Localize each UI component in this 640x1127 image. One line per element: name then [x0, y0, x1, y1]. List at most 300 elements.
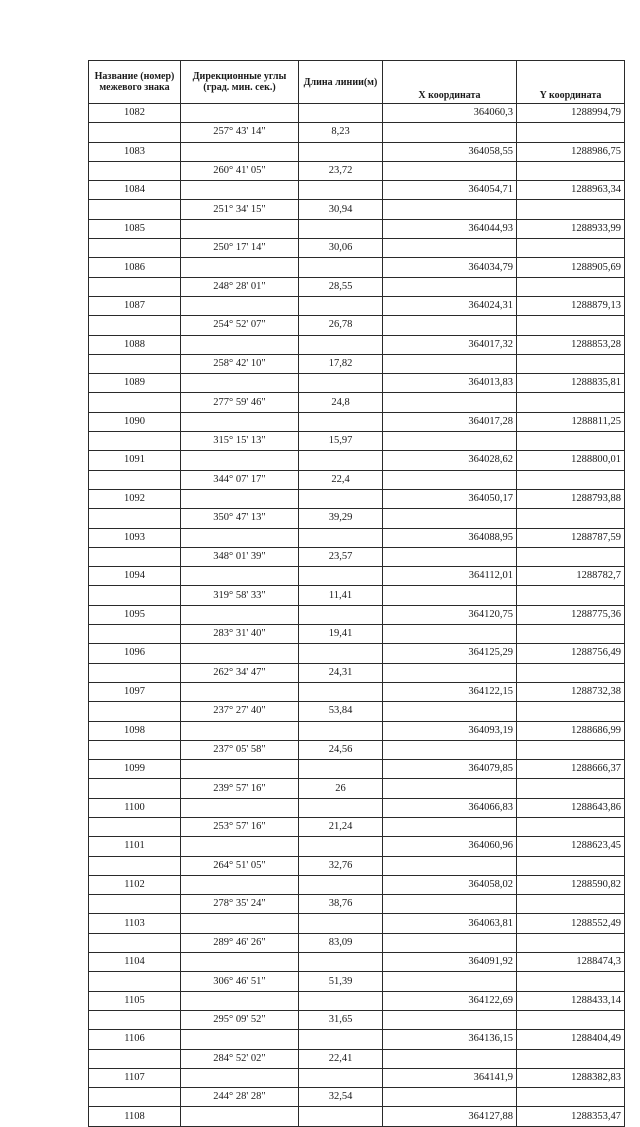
empty-y-cell — [517, 316, 625, 335]
point-row — [89, 991, 625, 1010]
segment-row — [89, 432, 625, 451]
segment-row — [89, 161, 625, 180]
empty-x-cell — [383, 277, 517, 296]
empty-name-cell — [89, 1049, 181, 1068]
segment-row — [89, 702, 625, 721]
empty-angle-cell — [181, 1068, 299, 1087]
segment-row — [89, 856, 625, 875]
empty-name-cell — [89, 895, 181, 914]
y-coordinate-cell: 1288382,83 — [517, 1068, 625, 1087]
line-length-cell: 22,4 — [299, 470, 383, 489]
header-direction-angle: Дирекционные углы (град. мин. сек.) — [181, 61, 299, 104]
empty-x-cell — [383, 316, 517, 335]
empty-length-cell — [299, 1107, 383, 1126]
empty-length-cell — [299, 451, 383, 470]
empty-length-cell — [299, 644, 383, 663]
boundary-coordinates-table — [88, 60, 625, 1127]
empty-length-cell — [299, 760, 383, 779]
point-name-cell: 1105 — [89, 991, 181, 1010]
empty-angle-cell — [181, 875, 299, 894]
line-length-cell: 8,23 — [299, 123, 383, 142]
y-coordinate-cell: 1288933,99 — [517, 219, 625, 238]
segment-row — [89, 895, 625, 914]
x-coordinate-cell: 364122,15 — [383, 682, 517, 701]
empty-name-cell — [89, 972, 181, 991]
segment-row — [89, 547, 625, 566]
direction-angle-cell: 348° 01' 39" — [181, 547, 299, 566]
line-length-cell: 32,54 — [299, 1088, 383, 1107]
empty-name-cell — [89, 933, 181, 952]
y-coordinate-cell: 1288986,75 — [517, 142, 625, 161]
point-name-cell: 1090 — [89, 412, 181, 431]
table-body — [89, 104, 625, 1127]
y-coordinate-cell: 1288787,59 — [517, 528, 625, 547]
line-length-cell: 53,84 — [299, 702, 383, 721]
empty-x-cell — [383, 1049, 517, 1068]
direction-angle-cell: 251° 34' 15" — [181, 200, 299, 219]
line-length-cell: 26,78 — [299, 316, 383, 335]
point-name-cell: 1094 — [89, 567, 181, 586]
y-coordinate-cell: 1288643,86 — [517, 798, 625, 817]
y-coordinate-cell: 1288404,49 — [517, 1030, 625, 1049]
empty-length-cell — [299, 567, 383, 586]
y-coordinate-cell: 1288433,14 — [517, 991, 625, 1010]
empty-length-cell — [299, 374, 383, 393]
empty-x-cell — [383, 239, 517, 258]
point-row — [89, 1030, 625, 1049]
y-coordinate-cell: 1288686,99 — [517, 721, 625, 740]
x-coordinate-cell: 364141,9 — [383, 1068, 517, 1087]
direction-angle-cell: 283° 31' 40" — [181, 625, 299, 644]
empty-angle-cell — [181, 991, 299, 1010]
empty-y-cell — [517, 1010, 625, 1029]
empty-angle-cell — [181, 1107, 299, 1126]
point-row — [89, 142, 625, 161]
segment-row — [89, 277, 625, 296]
empty-y-cell — [517, 933, 625, 952]
line-length-cell: 28,55 — [299, 277, 383, 296]
empty-name-cell — [89, 239, 181, 258]
direction-angle-cell: 262° 34' 47" — [181, 663, 299, 682]
direction-angle-cell: 258° 42' 10" — [181, 354, 299, 373]
x-coordinate-cell: 364017,32 — [383, 335, 517, 354]
empty-y-cell — [517, 663, 625, 682]
y-coordinate-cell: 1288800,01 — [517, 451, 625, 470]
empty-name-cell — [89, 200, 181, 219]
empty-y-cell — [517, 547, 625, 566]
empty-y-cell — [517, 740, 625, 759]
point-row — [89, 1068, 625, 1087]
y-coordinate-cell: 1288879,13 — [517, 296, 625, 315]
point-name-cell: 1082 — [89, 104, 181, 123]
segment-row — [89, 354, 625, 373]
empty-x-cell — [383, 702, 517, 721]
point-row — [89, 258, 625, 277]
empty-name-cell — [89, 509, 181, 528]
empty-length-cell — [299, 875, 383, 894]
empty-x-cell — [383, 933, 517, 952]
empty-x-cell — [383, 200, 517, 219]
empty-x-cell — [383, 586, 517, 605]
direction-angle-cell: 277° 59' 46" — [181, 393, 299, 412]
x-coordinate-cell: 364050,17 — [383, 489, 517, 508]
direction-angle-cell: 239° 57' 16" — [181, 779, 299, 798]
direction-angle-cell: 260° 41' 05" — [181, 161, 299, 180]
empty-y-cell — [517, 470, 625, 489]
empty-y-cell — [517, 123, 625, 142]
empty-length-cell — [299, 605, 383, 624]
line-length-cell: 22,41 — [299, 1049, 383, 1068]
empty-y-cell — [517, 625, 625, 644]
empty-name-cell — [89, 432, 181, 451]
y-coordinate-cell: 1288811,25 — [517, 412, 625, 431]
segment-row — [89, 239, 625, 258]
direction-angle-cell: 248° 28' 01" — [181, 277, 299, 296]
point-name-cell: 1085 — [89, 219, 181, 238]
point-row — [89, 374, 625, 393]
x-coordinate-cell: 364028,62 — [383, 451, 517, 470]
line-length-cell: 32,76 — [299, 856, 383, 875]
empty-length-cell — [299, 953, 383, 972]
line-length-cell: 30,94 — [299, 200, 383, 219]
line-length-cell: 51,39 — [299, 972, 383, 991]
segment-row — [89, 740, 625, 759]
empty-angle-cell — [181, 953, 299, 972]
empty-y-cell — [517, 702, 625, 721]
empty-length-cell — [299, 682, 383, 701]
x-coordinate-cell: 364013,83 — [383, 374, 517, 393]
empty-y-cell — [517, 972, 625, 991]
x-coordinate-cell: 364127,88 — [383, 1107, 517, 1126]
point-name-cell: 1096 — [89, 644, 181, 663]
point-row — [89, 567, 625, 586]
point-name-cell: 1089 — [89, 374, 181, 393]
empty-name-cell — [89, 393, 181, 412]
x-coordinate-cell: 364093,19 — [383, 721, 517, 740]
segment-row — [89, 470, 625, 489]
empty-length-cell — [299, 219, 383, 238]
segment-row — [89, 972, 625, 991]
point-name-cell: 1101 — [89, 837, 181, 856]
header-y-coordinate: Y координата — [517, 61, 625, 104]
point-name-cell: 1100 — [89, 798, 181, 817]
point-name-cell: 1107 — [89, 1068, 181, 1087]
empty-angle-cell — [181, 451, 299, 470]
direction-angle-cell: 350° 47' 13" — [181, 509, 299, 528]
empty-name-cell — [89, 123, 181, 142]
point-row — [89, 682, 625, 701]
point-row — [89, 605, 625, 624]
point-row — [89, 489, 625, 508]
point-row — [89, 875, 625, 894]
empty-length-cell — [299, 1030, 383, 1049]
line-length-cell: 23,57 — [299, 547, 383, 566]
segment-row — [89, 123, 625, 142]
segment-row — [89, 817, 625, 836]
x-coordinate-cell: 364063,81 — [383, 914, 517, 933]
empty-y-cell — [517, 161, 625, 180]
x-coordinate-cell: 364060,96 — [383, 837, 517, 856]
x-coordinate-cell: 364060,3 — [383, 104, 517, 123]
y-coordinate-cell: 1288905,69 — [517, 258, 625, 277]
x-coordinate-cell: 364088,95 — [383, 528, 517, 547]
empty-length-cell — [299, 1068, 383, 1087]
point-row — [89, 953, 625, 972]
empty-y-cell — [517, 393, 625, 412]
empty-name-cell — [89, 470, 181, 489]
y-coordinate-cell: 1288835,81 — [517, 374, 625, 393]
segment-row — [89, 1010, 625, 1029]
empty-x-cell — [383, 625, 517, 644]
point-name-cell: 1106 — [89, 1030, 181, 1049]
empty-angle-cell — [181, 837, 299, 856]
x-coordinate-cell: 364017,28 — [383, 412, 517, 431]
point-row — [89, 104, 625, 123]
point-row — [89, 721, 625, 740]
empty-length-cell — [299, 798, 383, 817]
empty-name-cell — [89, 354, 181, 373]
empty-name-cell — [89, 1010, 181, 1029]
point-row — [89, 451, 625, 470]
empty-x-cell — [383, 547, 517, 566]
line-length-cell: 21,24 — [299, 817, 383, 836]
point-row — [89, 219, 625, 238]
empty-angle-cell — [181, 489, 299, 508]
line-length-cell: 11,41 — [299, 586, 383, 605]
point-name-cell: 1095 — [89, 605, 181, 624]
segment-row — [89, 200, 625, 219]
direction-angle-cell: 306° 46' 51" — [181, 972, 299, 991]
point-row — [89, 528, 625, 547]
empty-angle-cell — [181, 682, 299, 701]
point-name-cell: 1092 — [89, 489, 181, 508]
direction-angle-cell: 250° 17' 14" — [181, 239, 299, 258]
x-coordinate-cell: 364058,02 — [383, 875, 517, 894]
empty-name-cell — [89, 663, 181, 682]
empty-y-cell — [517, 1049, 625, 1068]
point-name-cell: 1099 — [89, 760, 181, 779]
point-row — [89, 412, 625, 431]
point-row — [89, 760, 625, 779]
x-coordinate-cell: 364058,55 — [383, 142, 517, 161]
empty-length-cell — [299, 104, 383, 123]
direction-angle-cell: 237° 27' 40" — [181, 702, 299, 721]
empty-angle-cell — [181, 104, 299, 123]
empty-name-cell — [89, 277, 181, 296]
direction-angle-cell: 344° 07' 17" — [181, 470, 299, 489]
empty-y-cell — [517, 586, 625, 605]
segment-row — [89, 586, 625, 605]
segment-row — [89, 663, 625, 682]
empty-x-cell — [383, 393, 517, 412]
header-line-length: Длина линии(м) — [299, 61, 383, 104]
empty-length-cell — [299, 412, 383, 431]
empty-angle-cell — [181, 296, 299, 315]
line-length-cell: 38,76 — [299, 895, 383, 914]
empty-angle-cell — [181, 567, 299, 586]
point-name-cell: 1093 — [89, 528, 181, 547]
direction-angle-cell: 315° 15' 13" — [181, 432, 299, 451]
empty-angle-cell — [181, 374, 299, 393]
empty-angle-cell — [181, 142, 299, 161]
empty-name-cell — [89, 161, 181, 180]
x-coordinate-cell: 364079,85 — [383, 760, 517, 779]
empty-y-cell — [517, 817, 625, 836]
line-length-cell: 19,41 — [299, 625, 383, 644]
empty-x-cell — [383, 779, 517, 798]
empty-name-cell — [89, 625, 181, 644]
empty-angle-cell — [181, 1030, 299, 1049]
empty-name-cell — [89, 547, 181, 566]
empty-angle-cell — [181, 760, 299, 779]
empty-name-cell — [89, 702, 181, 721]
empty-angle-cell — [181, 528, 299, 547]
empty-y-cell — [517, 1088, 625, 1107]
direction-angle-cell: 257° 43' 14" — [181, 123, 299, 142]
empty-y-cell — [517, 895, 625, 914]
x-coordinate-cell: 364091,92 — [383, 953, 517, 972]
line-length-cell: 26 — [299, 779, 383, 798]
segment-row — [89, 933, 625, 952]
x-coordinate-cell: 364136,15 — [383, 1030, 517, 1049]
empty-angle-cell — [181, 721, 299, 740]
segment-row — [89, 1049, 625, 1068]
empty-name-cell — [89, 856, 181, 875]
segment-row — [89, 316, 625, 335]
empty-angle-cell — [181, 914, 299, 933]
point-name-cell: 1098 — [89, 721, 181, 740]
empty-y-cell — [517, 239, 625, 258]
empty-name-cell — [89, 817, 181, 836]
x-coordinate-cell: 364122,69 — [383, 991, 517, 1010]
direction-angle-cell: 289° 46' 26" — [181, 933, 299, 952]
line-length-cell: 24,56 — [299, 740, 383, 759]
point-name-cell: 1103 — [89, 914, 181, 933]
point-name-cell: 1108 — [89, 1107, 181, 1126]
point-name-cell: 1084 — [89, 181, 181, 200]
empty-x-cell — [383, 432, 517, 451]
header-point-name: Название (номер) межевого знака — [89, 61, 181, 104]
empty-x-cell — [383, 1088, 517, 1107]
empty-x-cell — [383, 1010, 517, 1029]
empty-angle-cell — [181, 644, 299, 663]
x-coordinate-cell: 364024,31 — [383, 296, 517, 315]
y-coordinate-cell: 1288552,49 — [517, 914, 625, 933]
direction-angle-cell: 253° 57' 16" — [181, 817, 299, 836]
line-length-cell: 24,31 — [299, 663, 383, 682]
empty-y-cell — [517, 779, 625, 798]
direction-angle-cell: 284° 52' 02" — [181, 1049, 299, 1068]
line-length-cell: 39,29 — [299, 509, 383, 528]
x-coordinate-cell: 364112,01 — [383, 567, 517, 586]
empty-length-cell — [299, 335, 383, 354]
x-coordinate-cell: 364044,93 — [383, 219, 517, 238]
segment-row — [89, 625, 625, 644]
line-length-cell: 15,97 — [299, 432, 383, 451]
empty-y-cell — [517, 354, 625, 373]
empty-y-cell — [517, 432, 625, 451]
point-name-cell: 1087 — [89, 296, 181, 315]
empty-length-cell — [299, 991, 383, 1010]
direction-angle-cell: 244° 28' 28" — [181, 1088, 299, 1107]
empty-name-cell — [89, 779, 181, 798]
empty-name-cell — [89, 1088, 181, 1107]
point-row — [89, 1107, 625, 1126]
empty-x-cell — [383, 663, 517, 682]
empty-angle-cell — [181, 605, 299, 624]
direction-angle-cell: 264° 51' 05" — [181, 856, 299, 875]
empty-angle-cell — [181, 412, 299, 431]
y-coordinate-cell: 1288756,49 — [517, 644, 625, 663]
point-row — [89, 644, 625, 663]
y-coordinate-cell: 1288353,47 — [517, 1107, 625, 1126]
empty-x-cell — [383, 856, 517, 875]
point-name-cell: 1086 — [89, 258, 181, 277]
empty-x-cell — [383, 354, 517, 373]
point-name-cell: 1088 — [89, 335, 181, 354]
y-coordinate-cell: 1288732,38 — [517, 682, 625, 701]
point-name-cell: 1083 — [89, 142, 181, 161]
empty-y-cell — [517, 277, 625, 296]
line-length-cell: 31,65 — [299, 1010, 383, 1029]
x-coordinate-cell: 364054,71 — [383, 181, 517, 200]
empty-length-cell — [299, 528, 383, 547]
x-coordinate-cell: 364066,83 — [383, 798, 517, 817]
empty-x-cell — [383, 895, 517, 914]
segment-row — [89, 1088, 625, 1107]
empty-y-cell — [517, 856, 625, 875]
empty-x-cell — [383, 161, 517, 180]
empty-length-cell — [299, 721, 383, 740]
point-row — [89, 837, 625, 856]
header-row — [89, 61, 625, 104]
empty-x-cell — [383, 470, 517, 489]
x-coordinate-cell: 364125,29 — [383, 644, 517, 663]
empty-angle-cell — [181, 258, 299, 277]
direction-angle-cell: 278° 35' 24" — [181, 895, 299, 914]
empty-length-cell — [299, 296, 383, 315]
table-header — [89, 61, 625, 104]
point-row — [89, 181, 625, 200]
y-coordinate-cell: 1288853,28 — [517, 335, 625, 354]
line-length-cell: 83,09 — [299, 933, 383, 952]
empty-x-cell — [383, 509, 517, 528]
empty-angle-cell — [181, 219, 299, 238]
empty-length-cell — [299, 837, 383, 856]
empty-x-cell — [383, 123, 517, 142]
empty-length-cell — [299, 258, 383, 277]
empty-angle-cell — [181, 181, 299, 200]
empty-angle-cell — [181, 798, 299, 817]
point-name-cell: 1091 — [89, 451, 181, 470]
line-length-cell: 24,8 — [299, 393, 383, 412]
direction-angle-cell: 319° 58' 33" — [181, 586, 299, 605]
empty-x-cell — [383, 740, 517, 759]
point-row — [89, 296, 625, 315]
empty-x-cell — [383, 817, 517, 836]
x-coordinate-cell: 364120,75 — [383, 605, 517, 624]
direction-angle-cell: 237° 05' 58" — [181, 740, 299, 759]
y-coordinate-cell: 1288775,36 — [517, 605, 625, 624]
segment-row — [89, 779, 625, 798]
empty-y-cell — [517, 200, 625, 219]
line-length-cell: 17,82 — [299, 354, 383, 373]
y-coordinate-cell: 1288590,82 — [517, 875, 625, 894]
empty-y-cell — [517, 509, 625, 528]
line-length-cell: 23,72 — [299, 161, 383, 180]
empty-length-cell — [299, 489, 383, 508]
empty-name-cell — [89, 316, 181, 335]
